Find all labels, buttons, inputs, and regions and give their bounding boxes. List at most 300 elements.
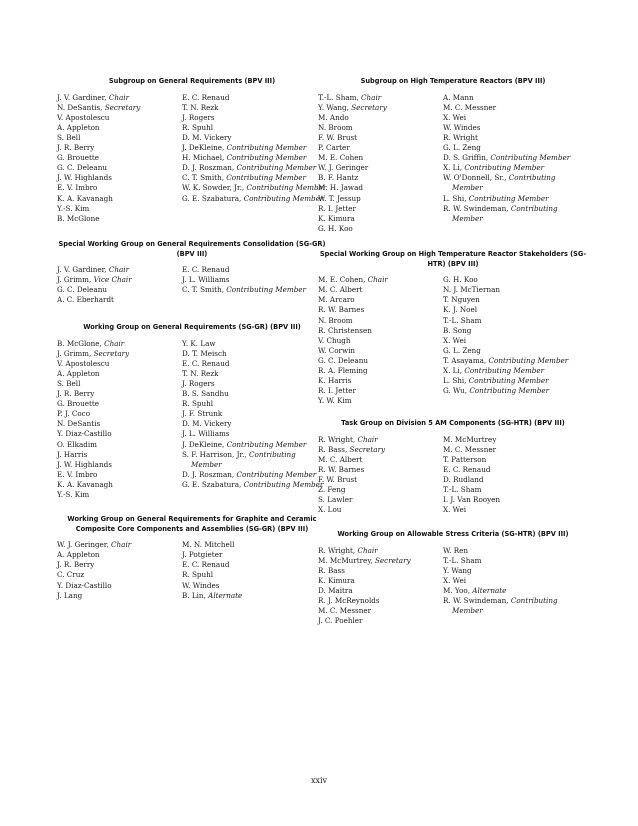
- member-entry: [57, 173, 182, 183]
- member-name: G. L. Zeng: [443, 345, 481, 355]
- member-entry: R. Wright, Chair: [318, 434, 378, 444]
- member-list: [57, 339, 327, 501]
- member-name: G. L. Zeng: [443, 143, 481, 153]
- member-role: Contributing Member: [226, 439, 307, 449]
- member-entry: [443, 305, 588, 315]
- member-name: Y. W. Kim: [318, 396, 352, 406]
- member-entry: [57, 429, 182, 439]
- member-name: G. Brouette: [57, 399, 100, 409]
- member-name: O. Elkadim: [57, 439, 97, 449]
- member-name: T.-L. Sham: [443, 555, 482, 565]
- member-entry: [182, 560, 327, 570]
- member-name: J. V. Gardiner: [57, 92, 105, 102]
- section: [318, 250, 588, 406]
- member-name: R. Bass: [318, 565, 345, 575]
- member-role: Contributing Member: [469, 386, 550, 396]
- member-name: R. J. McReynolds: [318, 596, 380, 606]
- member-role: Secretary: [349, 444, 386, 454]
- member-name: J. R. Berry: [57, 143, 95, 153]
- member-entry: [57, 295, 182, 305]
- member-entry: [182, 581, 327, 591]
- member-name: J. Rogers: [182, 112, 215, 122]
- member-role: Chair: [104, 338, 125, 348]
- member-name: J. F. Strunk: [182, 409, 223, 419]
- member-entry: [443, 295, 588, 305]
- member-name: K. A. Kavanagh: [57, 479, 113, 489]
- member-entry: [182, 349, 327, 359]
- member-entry: J. V. Gardiner, Chair: [57, 92, 130, 102]
- member-entry: [57, 194, 182, 204]
- member-entry: C. T. Smith, Contributing Member: [182, 285, 306, 295]
- member-name: M. E. Cohen: [318, 153, 364, 163]
- member-name: B. S. Sandhu: [182, 389, 229, 399]
- member-name: B. Song: [443, 325, 472, 335]
- member-role: Alternate: [208, 590, 243, 600]
- member-entry: [443, 546, 588, 556]
- member-role: Contributing Member: [452, 173, 556, 193]
- member-name: J. Potgieter: [182, 550, 223, 560]
- member-entry: [318, 495, 443, 505]
- member-name: D. J. Roszman: [182, 469, 232, 479]
- member-name: E. C. Renaud: [443, 464, 491, 474]
- member-entry: [318, 183, 443, 193]
- member-entry: [57, 389, 182, 399]
- member-entry: C. T. Smith, Contributing Member: [182, 173, 306, 183]
- member-role: Chair: [108, 265, 130, 275]
- member-entry: N. DeSantis, Secretary: [57, 102, 141, 112]
- member-name: J. C. Poehler: [318, 616, 363, 626]
- member-name: V. Apostolescu: [57, 358, 110, 368]
- member-entry: W. K. Sowder, Jr., Contributing Member: [182, 183, 327, 193]
- member-name: S. Bell: [57, 132, 81, 142]
- member-list: [318, 93, 588, 234]
- member-entry: [443, 505, 588, 515]
- member-entry: [318, 586, 443, 596]
- member-entry: W. J. Geringer, Chair: [57, 540, 132, 550]
- member-name: R. W. Barnes: [318, 305, 365, 315]
- member-role: Contributing Member: [191, 449, 296, 469]
- member-name: M. McMurtrey: [443, 434, 497, 444]
- member-entry: [443, 133, 588, 143]
- member-entry: [443, 336, 588, 346]
- member-entry: [443, 93, 588, 103]
- member-entry: X. Li, Contributing Member: [443, 163, 545, 173]
- member-role: Contributing Member: [452, 203, 558, 223]
- member-name: J. W. Highlands: [57, 459, 112, 469]
- member-name: N. DeSantis: [57, 102, 101, 112]
- member-entry: T.-L. Sham, Chair: [318, 92, 382, 102]
- member-entry: [57, 214, 182, 224]
- member-name: W. Windes: [182, 580, 220, 590]
- member-entry: [443, 316, 588, 326]
- member-entry: [443, 435, 588, 445]
- member-entry: [443, 455, 588, 465]
- member-name: A. Appleton: [57, 550, 100, 560]
- member-name: Y.-S. Kim: [57, 490, 90, 499]
- member-entry: [182, 103, 327, 113]
- member-list: [57, 265, 327, 305]
- member-name: K. J. Noel: [443, 305, 477, 315]
- member-name: P. Carter: [318, 143, 350, 153]
- member-entry: [182, 123, 327, 133]
- section: [318, 419, 588, 515]
- member-column: [57, 93, 182, 224]
- member-entry: [318, 285, 443, 295]
- member-entry: S. F. Harrison, Jr., Contributing Member: [182, 449, 296, 469]
- member-entry: [443, 143, 588, 153]
- member-column: [318, 546, 443, 627]
- member-entry: [318, 455, 443, 465]
- member-name: J. Grimm: [57, 348, 89, 358]
- member-name: R. W. Swindeman: [443, 203, 507, 213]
- member-list: [57, 93, 327, 224]
- member-name: D. M. Vickery: [182, 419, 232, 429]
- section-title: Task Group on Division 5 AM Components (SG-HTR) (BPV III): [341, 419, 565, 427]
- member-name: X. Wei: [443, 112, 467, 122]
- member-column: [57, 339, 182, 501]
- member-name: X. Wei: [443, 335, 467, 345]
- member-name: W. K. Sowder, Jr.: [182, 183, 242, 193]
- member-entry: [182, 399, 327, 409]
- member-entry: [318, 316, 443, 326]
- member-name: M. Ando: [318, 112, 349, 122]
- member-entry: [57, 359, 182, 369]
- member-entry: R. Bass, Secretary: [318, 444, 386, 454]
- member-column: [443, 546, 588, 627]
- member-name: M. E. Cohen: [318, 275, 364, 285]
- member-entry: [443, 326, 588, 336]
- member-name: R. A. Fleming: [318, 366, 368, 376]
- member-name: C. Cruz: [57, 570, 85, 580]
- section: [57, 515, 327, 601]
- member-column: [318, 93, 443, 234]
- member-entry: [57, 113, 182, 123]
- member-name: R. Wright: [443, 132, 478, 142]
- member-name: G. E. Szabatura: [182, 193, 239, 203]
- member-name: D. M. Vickery: [182, 132, 232, 142]
- member-name: N. DeSantis: [57, 419, 101, 429]
- member-entry: [57, 440, 182, 450]
- member-name: M. C. Messner: [443, 102, 497, 112]
- member-role: Chair: [111, 540, 132, 550]
- member-entry: [318, 606, 443, 616]
- member-entry: D. S. Griffin, Contributing Member: [443, 153, 571, 163]
- member-name: J. DeKleine: [182, 143, 223, 153]
- member-name: K. A. Kavanagh: [57, 193, 113, 203]
- member-entry: [57, 460, 182, 470]
- member-entry: [57, 379, 182, 389]
- member-name: J. Lang: [57, 590, 83, 600]
- member-list: [318, 435, 588, 516]
- member-list: [318, 546, 588, 627]
- member-name: Y.-S. Kim: [57, 203, 90, 213]
- member-entry: [57, 570, 182, 580]
- member-name: G. C. Deleanu: [57, 163, 107, 173]
- member-name: M. C. Messner: [443, 444, 497, 454]
- member-role: Contributing Member: [468, 376, 549, 386]
- member-name: V. Apostolescu: [57, 112, 110, 122]
- member-name: X. Li: [443, 163, 460, 173]
- member-entry: [318, 356, 443, 366]
- member-name: T.-L. Sham: [318, 92, 357, 102]
- member-entry: [318, 346, 443, 356]
- member-entry: [182, 550, 327, 560]
- member-entry: [318, 143, 443, 153]
- member-name: F. W. Brust: [318, 474, 358, 484]
- member-name: M. C. Albert: [318, 454, 363, 464]
- member-entry: [182, 93, 327, 103]
- member-entry: [57, 133, 182, 143]
- member-entry: [318, 133, 443, 143]
- member-entry: J. DeKleine, Contributing Member: [182, 439, 307, 449]
- member-entry: [318, 396, 443, 406]
- member-entry: [443, 576, 588, 586]
- member-name: R. Christensen: [318, 325, 372, 335]
- member-name: J. V. Gardiner: [57, 265, 105, 275]
- member-entry: [443, 475, 588, 485]
- member-name: Z. Feng: [318, 485, 346, 495]
- member-name: A. C. Eberhardt: [57, 295, 114, 305]
- member-name: F. W. Brust: [318, 132, 358, 142]
- member-entry: [443, 113, 588, 123]
- member-role: Alternate: [472, 585, 507, 595]
- member-name: E. C. Renaud: [182, 92, 230, 102]
- member-entry: J. V. Gardiner, Chair: [57, 265, 130, 275]
- section-title: Special Working Group on High Temperature Reactor Stakeholders (SG-HTR) (BPV III): [319, 250, 587, 268]
- member-name: L. Shi: [443, 193, 465, 203]
- member-name: Y. Wang: [443, 565, 472, 575]
- member-column: [318, 435, 443, 516]
- member-name: B. Lin: [182, 590, 204, 600]
- member-name: T. Asayama: [443, 355, 484, 365]
- member-entry: [182, 409, 327, 419]
- member-name: D. T. Meisch: [182, 348, 227, 358]
- member-name: M. Yoo: [443, 585, 468, 595]
- member-name: E. V. Imbro: [57, 183, 98, 193]
- member-name: G. H. Koo: [443, 275, 478, 285]
- member-name: X. Li: [443, 366, 460, 376]
- member-name: R. Wright: [318, 545, 353, 555]
- member-name: M. C. Messner: [318, 606, 372, 616]
- member-entry: [182, 113, 327, 123]
- member-name: J. R. Berry: [57, 560, 95, 570]
- member-entry: [57, 123, 182, 133]
- member-name: R. W. Barnes: [318, 464, 365, 474]
- member-name: R. Wright: [318, 434, 353, 444]
- member-name: E. C. Renaud: [182, 560, 230, 570]
- member-entry: [182, 540, 327, 550]
- member-name: H. Michael: [182, 153, 222, 163]
- member-name: Y. K. Law: [182, 338, 216, 348]
- member-entry: [318, 386, 443, 396]
- member-name: C. T. Smith: [182, 173, 222, 183]
- member-name: W. Windes: [443, 122, 481, 132]
- member-list: [57, 540, 327, 601]
- member-name: S. Bell: [57, 378, 81, 388]
- member-entry: [318, 194, 443, 204]
- member-entry: [318, 204, 443, 214]
- member-column: [182, 339, 327, 501]
- member-entry: [182, 419, 327, 429]
- member-entry: [318, 616, 443, 626]
- member-entry: [57, 480, 182, 490]
- member-entry: [318, 336, 443, 346]
- member-name: T. Nguyen: [443, 295, 480, 305]
- member-name: R. Spuhl: [182, 122, 214, 132]
- member-name: K. Kimura: [318, 213, 355, 223]
- member-role: Vice Chair: [93, 275, 132, 285]
- member-entry: [57, 470, 182, 480]
- member-entry: [318, 305, 443, 315]
- member-entry: [443, 495, 588, 505]
- member-name: G. E. Szabatura: [182, 479, 239, 489]
- page-number: xxiv: [310, 776, 328, 785]
- section: [57, 77, 327, 224]
- member-entry: [182, 339, 327, 349]
- member-name: W. Ren: [443, 545, 468, 555]
- member-name: V. Chugh: [318, 335, 351, 345]
- member-entry: M. E. Cohen, Chair: [318, 275, 388, 285]
- member-name: A. Appleton: [57, 368, 100, 378]
- member-entry: [57, 591, 182, 601]
- member-entry: [443, 123, 588, 133]
- section: [57, 240, 327, 306]
- member-entry: [182, 429, 327, 439]
- member-entry: [318, 214, 443, 224]
- member-name: M. Arcaro: [318, 295, 355, 305]
- member-name: K. Kimura: [318, 575, 355, 585]
- member-name: T. N. Rezk: [182, 102, 219, 112]
- member-name: X. Wei: [443, 505, 467, 515]
- member-name: J. DeKleine: [182, 439, 223, 449]
- member-name: J. R. Berry: [57, 389, 95, 399]
- section-title: Subgroup on General Requirements (BPV III): [108, 77, 276, 85]
- member-column: [318, 275, 443, 406]
- member-entry: [318, 123, 443, 133]
- member-entry: [443, 566, 588, 576]
- member-entry: H. Michael, Contributing Member: [182, 153, 307, 163]
- member-name: R. I. Jetter: [318, 203, 356, 213]
- member-entry: D. J. Roszman, Contributing Member: [182, 469, 317, 479]
- member-name: X. Wei: [443, 575, 467, 585]
- section-title: Working Group on General Requirements (SG-GR) (BPV III): [83, 323, 301, 331]
- member-role: Contributing Member: [236, 469, 317, 479]
- member-entry: [57, 560, 182, 570]
- member-column: [182, 540, 327, 601]
- member-entry: J. Grimm, Vice Chair: [57, 275, 132, 285]
- member-name: N. Broom: [318, 122, 353, 132]
- member-entry: [443, 275, 588, 285]
- member-entry: [443, 285, 588, 295]
- member-entry: [57, 399, 182, 409]
- member-name: C. T. Smith: [182, 285, 222, 295]
- member-role: Secretary: [351, 102, 387, 112]
- member-name: G. H. Koo: [318, 223, 353, 233]
- member-entry: [318, 376, 443, 386]
- member-name: M. N. Mitchell: [182, 540, 235, 550]
- member-role: Chair: [361, 92, 382, 102]
- member-name: M. C. Albert: [318, 285, 363, 295]
- member-name: A. Appleton: [57, 122, 100, 132]
- member-entry: [318, 566, 443, 576]
- member-name: J. Rogers: [182, 378, 215, 388]
- member-name: J. Grimm: [57, 275, 89, 285]
- member-entry: L. Shi, Contributing Member: [443, 193, 549, 203]
- section: [57, 323, 327, 500]
- member-name: W. J. Geringer: [318, 163, 369, 173]
- member-name: R. W. Swindeman: [443, 596, 507, 606]
- member-role: Secretary: [93, 348, 130, 358]
- member-role: Contributing Member: [452, 596, 558, 616]
- member-entry: Y. Wang, Secretary: [318, 102, 387, 112]
- member-name: J. L. Williams: [182, 429, 230, 439]
- member-entry: [318, 485, 443, 495]
- member-entry: [318, 173, 443, 183]
- member-list: [318, 275, 588, 406]
- member-entry: W. O'Donnell, Sr., Contributing Member: [443, 173, 556, 193]
- member-name: G. C. Deleanu: [57, 285, 107, 295]
- member-entry: [182, 570, 327, 580]
- member-role: Contributing Member: [246, 183, 327, 193]
- member-entry: [182, 275, 327, 285]
- member-name: R. Spuhl: [182, 570, 214, 580]
- member-column: [182, 93, 327, 224]
- member-entry: [443, 465, 588, 475]
- member-name: J. Harris: [57, 449, 88, 459]
- section: [318, 530, 588, 626]
- member-name: D. S. Griffin: [443, 153, 486, 163]
- member-entry: [318, 596, 443, 606]
- member-entry: [318, 224, 443, 234]
- member-entry: [57, 285, 182, 295]
- member-name: D. Rudland: [443, 474, 484, 484]
- member-entry: [443, 346, 588, 356]
- member-name: K. Harris: [318, 376, 352, 386]
- member-column: [443, 435, 588, 516]
- member-name: G. Wu: [443, 386, 465, 396]
- member-name: B. McGlone: [57, 213, 100, 223]
- member-name: T.-L. Sham: [443, 485, 482, 495]
- member-name: T. Patterson: [443, 454, 487, 464]
- member-role: Chair: [367, 275, 388, 285]
- member-role: Secretary: [375, 555, 411, 565]
- member-role: Contributing Member: [243, 193, 324, 203]
- member-name: E. V. Imbro: [57, 469, 98, 479]
- member-name: P. J. Coco: [57, 409, 91, 419]
- member-entry: [57, 153, 182, 163]
- member-role: Contributing Member: [226, 173, 306, 183]
- member-name: I. J. Van Rooyen: [443, 495, 501, 505]
- member-entry: [57, 409, 182, 419]
- member-name: J. W. Highlands: [57, 173, 112, 183]
- member-entry: [318, 153, 443, 163]
- member-name: T.-L. Sham: [443, 315, 482, 325]
- member-entry: [443, 103, 588, 113]
- member-role: Contributing Member: [236, 163, 317, 173]
- member-name: E. C. Renaud: [182, 358, 230, 368]
- member-entry: [57, 143, 182, 153]
- member-entry: G. Wu, Contributing Member: [443, 386, 550, 396]
- member-entry: [443, 485, 588, 495]
- section-title: Working Group on Allowable Stress Criteria (SG-HTR) (BPV III): [337, 530, 569, 538]
- member-name: R. Spuhl: [182, 399, 214, 409]
- member-name: Y. Wang: [318, 102, 347, 112]
- member-entry: G. E. Szabatura, Contributing Member: [182, 479, 324, 489]
- member-entry: R. W. Swindeman, Contributing Member: [443, 203, 558, 223]
- member-name: D. J. Roszman: [182, 163, 232, 173]
- member-entry: [318, 505, 443, 515]
- member-entry: [318, 326, 443, 336]
